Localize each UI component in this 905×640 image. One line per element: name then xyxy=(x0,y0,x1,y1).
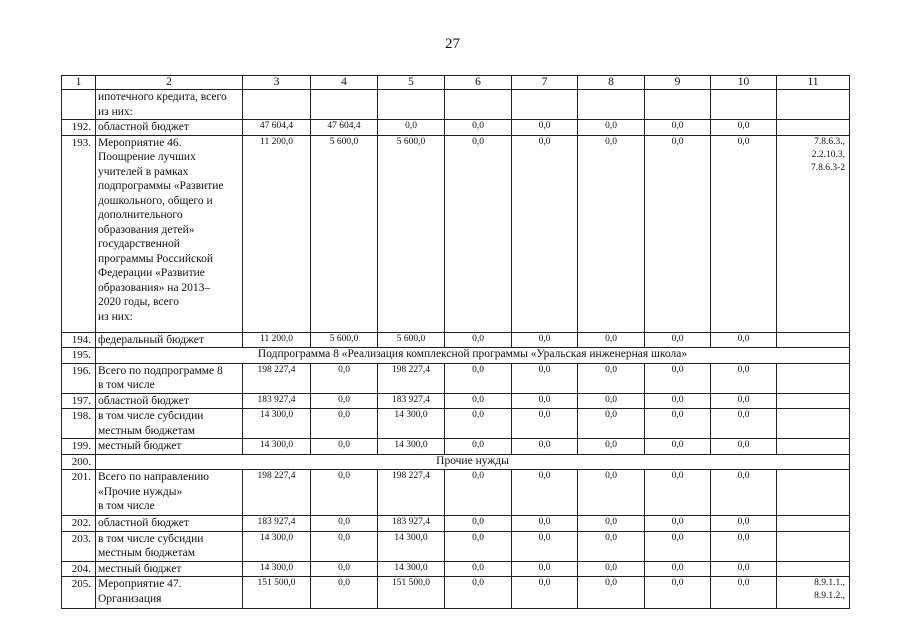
row-number: 193. xyxy=(62,135,96,332)
header-cell: 2 xyxy=(96,76,243,90)
value-cell: 14 300,0 xyxy=(378,531,445,561)
header-cell: 9 xyxy=(645,76,711,90)
value-cell: 14 300,0 xyxy=(243,409,311,439)
table-row xyxy=(62,120,850,136)
value-cell: 0,0 xyxy=(311,393,378,409)
value-cell: 198 227,4 xyxy=(243,470,311,516)
value-cell: 0,0 xyxy=(512,363,578,393)
value-cell: 0,0 xyxy=(578,120,645,136)
value-cell: 0,0 xyxy=(512,332,578,348)
value-cell: 0,0 xyxy=(578,363,645,393)
value-cell: 0,0 xyxy=(711,409,777,439)
value-cell: 5 600,0 xyxy=(378,135,445,332)
value-cell: 198 227,4 xyxy=(378,363,445,393)
value-cell: 183 927,4 xyxy=(243,516,311,532)
row-number: 202. xyxy=(62,516,96,532)
row-number: 204. xyxy=(62,561,96,577)
value-cell xyxy=(645,90,711,120)
row-description: местный бюджет xyxy=(96,439,243,455)
value-cell: 183 927,4 xyxy=(378,393,445,409)
table-row xyxy=(62,363,850,393)
row-description: Всего по направлению «Прочие нужды» в том числе xyxy=(96,470,243,516)
value-cell: 0,0 xyxy=(445,561,512,577)
row-number: 203. xyxy=(62,531,96,561)
value-cell: 0,0 xyxy=(645,135,711,332)
code-cell: 8.9.1.1., 8.9.1.2., xyxy=(777,577,850,609)
value-cell: 0,0 xyxy=(512,531,578,561)
value-cell: 11 200,0 xyxy=(243,135,311,332)
value-cell: 0,0 xyxy=(711,363,777,393)
value-cell: 0,0 xyxy=(711,120,777,136)
value-cell: 5 600,0 xyxy=(311,135,378,332)
value-cell: 0,0 xyxy=(445,135,512,332)
value-cell xyxy=(578,90,645,120)
value-cell xyxy=(445,90,512,120)
value-cell: 0,0 xyxy=(578,516,645,532)
value-cell: 0,0 xyxy=(711,531,777,561)
value-cell: 0,0 xyxy=(645,577,711,609)
value-cell: 0,0 xyxy=(378,120,445,136)
table-row xyxy=(62,531,850,561)
section-title: Подпрограмма 8 «Реализация комплексной программы «Уральская инженерная школа» xyxy=(96,348,850,364)
value-cell: 5 600,0 xyxy=(378,332,445,348)
value-cell xyxy=(243,90,311,120)
value-cell: 0,0 xyxy=(311,439,378,455)
row-number: 205. xyxy=(62,577,96,609)
value-cell: 0,0 xyxy=(445,393,512,409)
value-cell: 14 300,0 xyxy=(378,409,445,439)
value-cell: 0,0 xyxy=(645,470,711,516)
header-cell: 11 xyxy=(777,76,850,90)
row-number: 198. xyxy=(62,409,96,439)
table-row xyxy=(62,90,850,120)
row-number: 197. xyxy=(62,393,96,409)
row-description: в том числе субсидии местным бюджетам xyxy=(96,409,243,439)
table-row xyxy=(62,516,850,532)
value-cell xyxy=(378,90,445,120)
value-cell: 0,0 xyxy=(512,561,578,577)
row-description: Мероприятие 47. Организация xyxy=(96,577,243,609)
code-cell xyxy=(777,470,850,516)
value-cell: 0,0 xyxy=(512,516,578,532)
section-row xyxy=(62,348,850,364)
row-description: областной бюджет xyxy=(96,516,243,532)
code-cell xyxy=(777,439,850,455)
row-description: в том числе субсидии местным бюджетам xyxy=(96,531,243,561)
value-cell: 198 227,4 xyxy=(378,470,445,516)
value-cell: 0,0 xyxy=(512,135,578,332)
value-cell: 14 300,0 xyxy=(243,439,311,455)
value-cell: 0,0 xyxy=(711,332,777,348)
header-cell: 3 xyxy=(243,76,311,90)
value-cell: 0,0 xyxy=(445,332,512,348)
value-cell: 0,0 xyxy=(578,409,645,439)
header-cell: 10 xyxy=(711,76,777,90)
code-cell xyxy=(777,120,850,136)
value-cell: 0,0 xyxy=(512,439,578,455)
value-cell: 14 300,0 xyxy=(378,561,445,577)
row-description: ипотечного кредита, всего из них: xyxy=(96,90,243,120)
table-row xyxy=(62,393,850,409)
value-cell: 0,0 xyxy=(578,439,645,455)
value-cell: 0,0 xyxy=(711,516,777,532)
table-row xyxy=(62,439,850,455)
row-number: 195. xyxy=(62,348,96,364)
row-number: 194. xyxy=(62,332,96,348)
header-row xyxy=(62,76,850,90)
value-cell: 0,0 xyxy=(578,531,645,561)
row-description: областной бюджет xyxy=(96,120,243,136)
table-row xyxy=(62,135,850,332)
row-number: 200. xyxy=(62,454,96,470)
value-cell: 14 300,0 xyxy=(243,531,311,561)
code-cell xyxy=(777,561,850,577)
value-cell: 183 927,4 xyxy=(243,393,311,409)
row-description: федеральный бюджет xyxy=(96,332,243,348)
code-cell xyxy=(777,363,850,393)
value-cell: 0,0 xyxy=(311,363,378,393)
value-cell: 0,0 xyxy=(311,516,378,532)
row-number: 196. xyxy=(62,363,96,393)
value-cell: 0,0 xyxy=(445,120,512,136)
value-cell: 0,0 xyxy=(512,470,578,516)
value-cell: 0,0 xyxy=(578,577,645,609)
code-cell xyxy=(777,409,850,439)
value-cell: 0,0 xyxy=(578,332,645,348)
value-cell: 0,0 xyxy=(445,531,512,561)
value-cell: 0,0 xyxy=(512,577,578,609)
value-cell xyxy=(311,90,378,120)
value-cell: 0,0 xyxy=(711,577,777,609)
code-cell xyxy=(777,516,850,532)
row-description: Мероприятие 46. Поощрение лучших учителей в рамках подпрограммы «Развитие дошкольного, общего и дополнительного образования детей» государственной программы Российской Федерации «Развитие образования» на 2013– 2020 годы, всего из них: xyxy=(96,135,243,332)
value-cell: 0,0 xyxy=(645,120,711,136)
value-cell: 11 200,0 xyxy=(243,332,311,348)
header-cell: 6 xyxy=(445,76,512,90)
value-cell: 0,0 xyxy=(311,577,378,609)
value-cell: 0,0 xyxy=(445,577,512,609)
table-row xyxy=(62,332,850,348)
value-cell: 0,0 xyxy=(578,561,645,577)
value-cell: 151 500,0 xyxy=(378,577,445,609)
table-row xyxy=(62,577,850,609)
section-row xyxy=(62,454,850,470)
value-cell: 0,0 xyxy=(645,561,711,577)
row-number: 201. xyxy=(62,470,96,516)
value-cell: 0,0 xyxy=(445,470,512,516)
table-row xyxy=(62,470,850,516)
value-cell: 0,0 xyxy=(645,363,711,393)
value-cell xyxy=(711,90,777,120)
value-cell: 0,0 xyxy=(645,409,711,439)
value-cell: 0,0 xyxy=(645,516,711,532)
value-cell: 0,0 xyxy=(445,439,512,455)
code-cell: 7.8.6.3., 2.2.10.3, 7.8.6.3-2 xyxy=(777,135,850,332)
value-cell: 0,0 xyxy=(512,120,578,136)
value-cell: 47 604,4 xyxy=(311,120,378,136)
value-cell: 0,0 xyxy=(711,561,777,577)
value-cell: 0,0 xyxy=(311,409,378,439)
row-description: местный бюджет xyxy=(96,561,243,577)
section-title: Прочие нужды xyxy=(96,454,850,470)
value-cell: 47 604,4 xyxy=(243,120,311,136)
value-cell: 0,0 xyxy=(645,531,711,561)
value-cell: 183 927,4 xyxy=(378,516,445,532)
value-cell: 0,0 xyxy=(445,516,512,532)
value-cell: 0,0 xyxy=(512,409,578,439)
header-cell: 8 xyxy=(578,76,645,90)
value-cell: 0,0 xyxy=(711,135,777,332)
value-cell: 0,0 xyxy=(711,470,777,516)
value-cell: 5 600,0 xyxy=(311,332,378,348)
value-cell: 0,0 xyxy=(645,439,711,455)
value-cell: 0,0 xyxy=(578,393,645,409)
value-cell: 0,0 xyxy=(311,470,378,516)
value-cell: 0,0 xyxy=(645,332,711,348)
value-cell: 0,0 xyxy=(645,393,711,409)
header-cell: 5 xyxy=(378,76,445,90)
code-cell xyxy=(777,393,850,409)
value-cell: 198 227,4 xyxy=(243,363,311,393)
value-cell: 0,0 xyxy=(711,439,777,455)
value-cell: 0,0 xyxy=(578,470,645,516)
header-cell: 7 xyxy=(512,76,578,90)
value-cell xyxy=(512,90,578,120)
row-description: Всего по подпрограмме 8 в том числе xyxy=(96,363,243,393)
row-number: 192. xyxy=(62,120,96,136)
header-cell: 1 xyxy=(62,76,96,90)
value-cell: 0,0 xyxy=(311,531,378,561)
code-cell xyxy=(777,531,850,561)
header-cell: 4 xyxy=(311,76,378,90)
value-cell: 0,0 xyxy=(311,561,378,577)
page-number: 27 xyxy=(445,36,460,52)
budget-table xyxy=(61,75,850,609)
row-number: 199. xyxy=(62,439,96,455)
row-number xyxy=(62,90,96,120)
value-cell: 14 300,0 xyxy=(378,439,445,455)
value-cell: 0,0 xyxy=(445,409,512,439)
row-description: областной бюджет xyxy=(96,393,243,409)
table-row xyxy=(62,409,850,439)
value-cell: 0,0 xyxy=(711,393,777,409)
table-row xyxy=(62,561,850,577)
code-cell xyxy=(777,332,850,348)
value-cell: 14 300,0 xyxy=(243,561,311,577)
value-cell: 151 500,0 xyxy=(243,577,311,609)
value-cell: 0,0 xyxy=(512,393,578,409)
value-cell: 0,0 xyxy=(578,135,645,332)
code-cell xyxy=(777,90,850,120)
value-cell: 0,0 xyxy=(445,363,512,393)
